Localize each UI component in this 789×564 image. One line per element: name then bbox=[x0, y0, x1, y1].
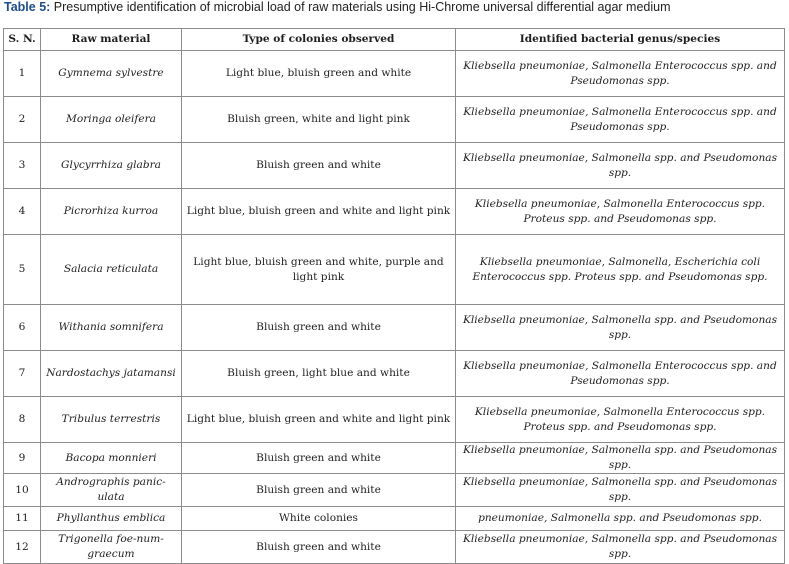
table-row bbox=[4, 531, 785, 564]
row-species: Kliebsella pneumoniae, Salmonella spp. and Pseudomonas spp. bbox=[456, 143, 785, 189]
row-species: Kliebsella pneumoniae, Salmonella spp. and Pseudomonas spp. bbox=[456, 443, 785, 474]
table-row bbox=[4, 189, 785, 235]
header-raw-material: Raw material bbox=[41, 29, 182, 51]
row-colonies: Light blue, bluish green and white bbox=[182, 51, 456, 97]
row-raw-material: Nardostachys jatamansi bbox=[41, 351, 182, 397]
table-caption bbox=[4, 0, 671, 14]
row-raw-material: Moringa oleifera bbox=[41, 97, 182, 143]
row-colonies: Bluish green and white bbox=[182, 143, 456, 189]
row-species: Kliebsella pneumoniae, Salmonella Enterococcus spp. and Pseudomonas spp. bbox=[456, 97, 785, 143]
table-row bbox=[4, 474, 785, 507]
header-row bbox=[4, 29, 785, 51]
table-row bbox=[4, 235, 785, 305]
row-colonies: Light blue, bluish green and white, purple and light pink bbox=[182, 235, 456, 305]
row-sn: 10 bbox=[4, 474, 41, 507]
table-row bbox=[4, 143, 785, 189]
microbial-load-table bbox=[3, 28, 785, 564]
row-colonies: Bluish green and white bbox=[182, 443, 456, 474]
row-species: Kliebsella pneumoniae, Salmonella spp. and Pseudomonas spp. bbox=[456, 531, 785, 564]
row-sn: 9 bbox=[4, 443, 41, 474]
header-colonies: Type of colonies observed bbox=[182, 29, 456, 51]
row-raw-material: Trigonella foe-num-graecum bbox=[41, 531, 182, 564]
row-species: Kliebsella pneumoniae, Salmonella Enterococcus spp. Proteus spp. and Pseudomonas spp. bbox=[456, 189, 785, 235]
row-raw-material: Picrorhiza kurroa bbox=[41, 189, 182, 235]
row-colonies: Bluish green and white bbox=[182, 531, 456, 564]
table-row bbox=[4, 351, 785, 397]
row-species: Kliebsella pneumoniae, Salmonella, Escherichia coli Enterococcus spp. Proteus spp. and Pseudomonas spp. bbox=[456, 235, 785, 305]
row-colonies: White colonies bbox=[182, 507, 456, 531]
header-species: Identified bacterial genus/species bbox=[456, 29, 785, 51]
row-species: pneumoniae, Salmonella spp. and Pseudomonas spp. bbox=[456, 507, 785, 531]
table-row bbox=[4, 507, 785, 531]
row-sn: 6 bbox=[4, 305, 41, 351]
row-species: Kliebsella pneumoniae, Salmonella spp. and Pseudomonas spp. bbox=[456, 474, 785, 507]
row-colonies: Light blue, bluish green and white and light pink bbox=[182, 397, 456, 443]
header-sn: S. N. bbox=[4, 29, 41, 51]
row-sn: 5 bbox=[4, 235, 41, 305]
row-raw-material: Withania somnifera bbox=[41, 305, 182, 351]
row-sn: 4 bbox=[4, 189, 41, 235]
row-colonies: Light blue, bluish green and white and light pink bbox=[182, 189, 456, 235]
row-raw-material: Gymnema sylvestre bbox=[41, 51, 182, 97]
row-sn: 1 bbox=[4, 51, 41, 97]
row-sn: 8 bbox=[4, 397, 41, 443]
row-colonies: Bluish green, white and light pink bbox=[182, 97, 456, 143]
row-raw-material: Glycyrrhiza glabra bbox=[41, 143, 182, 189]
row-sn: 7 bbox=[4, 351, 41, 397]
row-raw-material: Bacopa monnieri bbox=[41, 443, 182, 474]
row-colonies: Bluish green and white bbox=[182, 474, 456, 507]
row-sn: 3 bbox=[4, 143, 41, 189]
row-raw-material: Salacia reticulata bbox=[41, 235, 182, 305]
row-species: Kliebsella pneumoniae, Salmonella Enterococcus spp. Proteus spp. and Pseudomonas spp. bbox=[456, 397, 785, 443]
row-species: Kliebsella pneumoniae, Salmonella Enterococcus spp. and Pseudomonas spp. bbox=[456, 51, 785, 97]
row-species: Kliebsella pneumoniae, Salmonella Enterococcus spp. and Pseudomonas spp. bbox=[456, 351, 785, 397]
table-row bbox=[4, 397, 785, 443]
row-sn: 12 bbox=[4, 531, 41, 564]
row-raw-material: Tribulus terrestris bbox=[41, 397, 182, 443]
table-row bbox=[4, 51, 785, 97]
table-label: Table 5: bbox=[4, 0, 51, 14]
row-raw-material: Phyllanthus emblica bbox=[41, 507, 182, 531]
row-colonies: Bluish green and white bbox=[182, 305, 456, 351]
row-sn: 2 bbox=[4, 97, 41, 143]
row-species: Kliebsella pneumoniae, Salmonella spp. and Pseudomonas spp. bbox=[456, 305, 785, 351]
table-title: Presumptive identification of microbial load of raw materials using Hi-Chrome universal differential agar medium bbox=[50, 0, 671, 14]
row-colonies: Bluish green, light blue and white bbox=[182, 351, 456, 397]
table-row bbox=[4, 305, 785, 351]
row-sn: 11 bbox=[4, 507, 41, 531]
table-body bbox=[4, 51, 785, 564]
row-raw-material: Andrographis panic-ulata bbox=[41, 474, 182, 507]
table-row bbox=[4, 97, 785, 143]
table-row bbox=[4, 443, 785, 474]
